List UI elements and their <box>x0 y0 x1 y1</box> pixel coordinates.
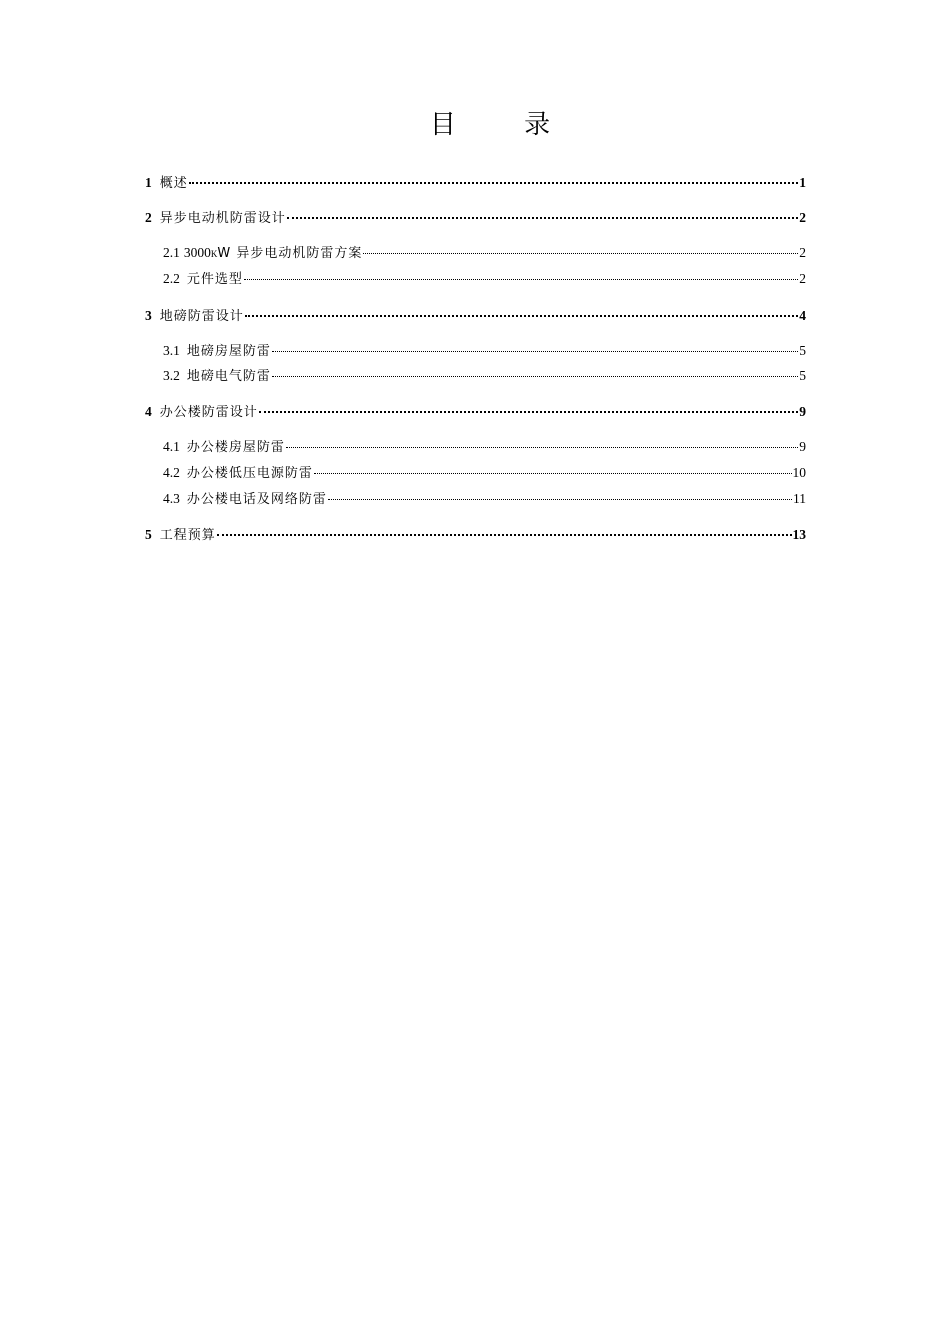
dot-leader <box>314 473 792 474</box>
dot-leader <box>189 182 798 184</box>
toc-entry-number: 3.1 <box>163 343 180 358</box>
toc-entry-title: 地磅防雷设计 <box>159 309 244 324</box>
toc-entry-2-2[interactable] <box>163 269 806 289</box>
toc-entry-title: 办公楼防雷设计 <box>159 405 258 420</box>
toc-entry-title: 概述 <box>159 176 188 191</box>
toc-entry-page: 4 <box>799 308 806 323</box>
toc-entry-2[interactable] <box>145 208 806 228</box>
toc-entry-number: 2 <box>145 210 152 225</box>
dot-leader <box>259 411 798 413</box>
toc-entry-5[interactable] <box>145 525 806 545</box>
toc-entry-number: 5 <box>145 527 152 542</box>
toc-entry-page: 10 <box>792 465 806 480</box>
toc-entry-4-3[interactable] <box>163 489 806 509</box>
toc-entry-4-2[interactable] <box>163 463 806 483</box>
toc-entry-page: 11 <box>793 491 806 506</box>
toc-entry-number: 4.3 <box>163 491 180 506</box>
dot-leader <box>272 351 798 352</box>
toc-entry-1[interactable] <box>145 173 806 193</box>
toc-entry-title: 地磅电气防雷 <box>186 369 271 384</box>
toc-entry-number: 3.2 <box>163 368 180 383</box>
toc-entry-page: 13 <box>792 527 806 542</box>
toc-entry-number: 4.1 <box>163 439 180 454</box>
toc-entry-title-subscript: K <box>210 249 218 259</box>
toc-entry-title: 地磅房屋防雷 <box>186 344 271 359</box>
dot-leader <box>328 499 792 500</box>
toc-entry-title: 办公楼电话及网络防雷 <box>186 492 327 507</box>
toc-entry-page: 9 <box>799 404 806 419</box>
toc-entry-3-2[interactable] <box>163 366 806 386</box>
toc-entry-page: 2 <box>799 271 806 286</box>
dot-leader <box>363 253 798 254</box>
toc-entry-number: 2.1 <box>163 245 180 260</box>
toc-entry-number: 4 <box>145 404 152 419</box>
page-title: 目 录 <box>429 110 581 140</box>
dot-leader <box>244 279 798 280</box>
toc-entry-page: 2 <box>799 210 806 225</box>
toc-entry-title: W 异步电动机防雷方案 <box>217 246 363 261</box>
toc-entry-3-1[interactable] <box>163 341 806 361</box>
toc-entry-number: 2.2 <box>163 271 180 286</box>
toc-entry-page: 5 <box>799 343 806 358</box>
dot-leader <box>245 315 798 317</box>
toc-entry-3[interactable] <box>145 306 806 326</box>
toc-entry-title: 工程预算 <box>159 528 216 543</box>
toc-entry-title: 元件选型 <box>186 272 243 287</box>
toc-entry-page: 5 <box>799 368 806 383</box>
toc-entry-title: 办公楼房屋防雷 <box>186 440 285 455</box>
toc-entry-2-1[interactable] <box>163 243 806 263</box>
dot-leader <box>217 534 792 536</box>
toc-entry-page: 1 <box>799 175 806 190</box>
toc-entry-4[interactable] <box>145 402 806 422</box>
toc-entry-number: 4.2 <box>163 465 180 480</box>
toc-entry-number: 3 <box>145 308 152 323</box>
dot-leader <box>287 217 798 219</box>
toc-entry-page: 2 <box>799 245 806 260</box>
toc-entry-title: 异步电动机防雷设计 <box>159 211 286 226</box>
toc-entry-4-1[interactable] <box>163 437 806 457</box>
toc-entry-page: 9 <box>799 439 806 454</box>
toc-entry-title: 办公楼低压电源防雷 <box>186 466 313 481</box>
dot-leader <box>272 376 798 377</box>
dot-leader <box>286 447 798 448</box>
toc-entry-title-prefix: 3000 <box>183 245 211 260</box>
toc-entry-number: 1 <box>145 175 152 190</box>
